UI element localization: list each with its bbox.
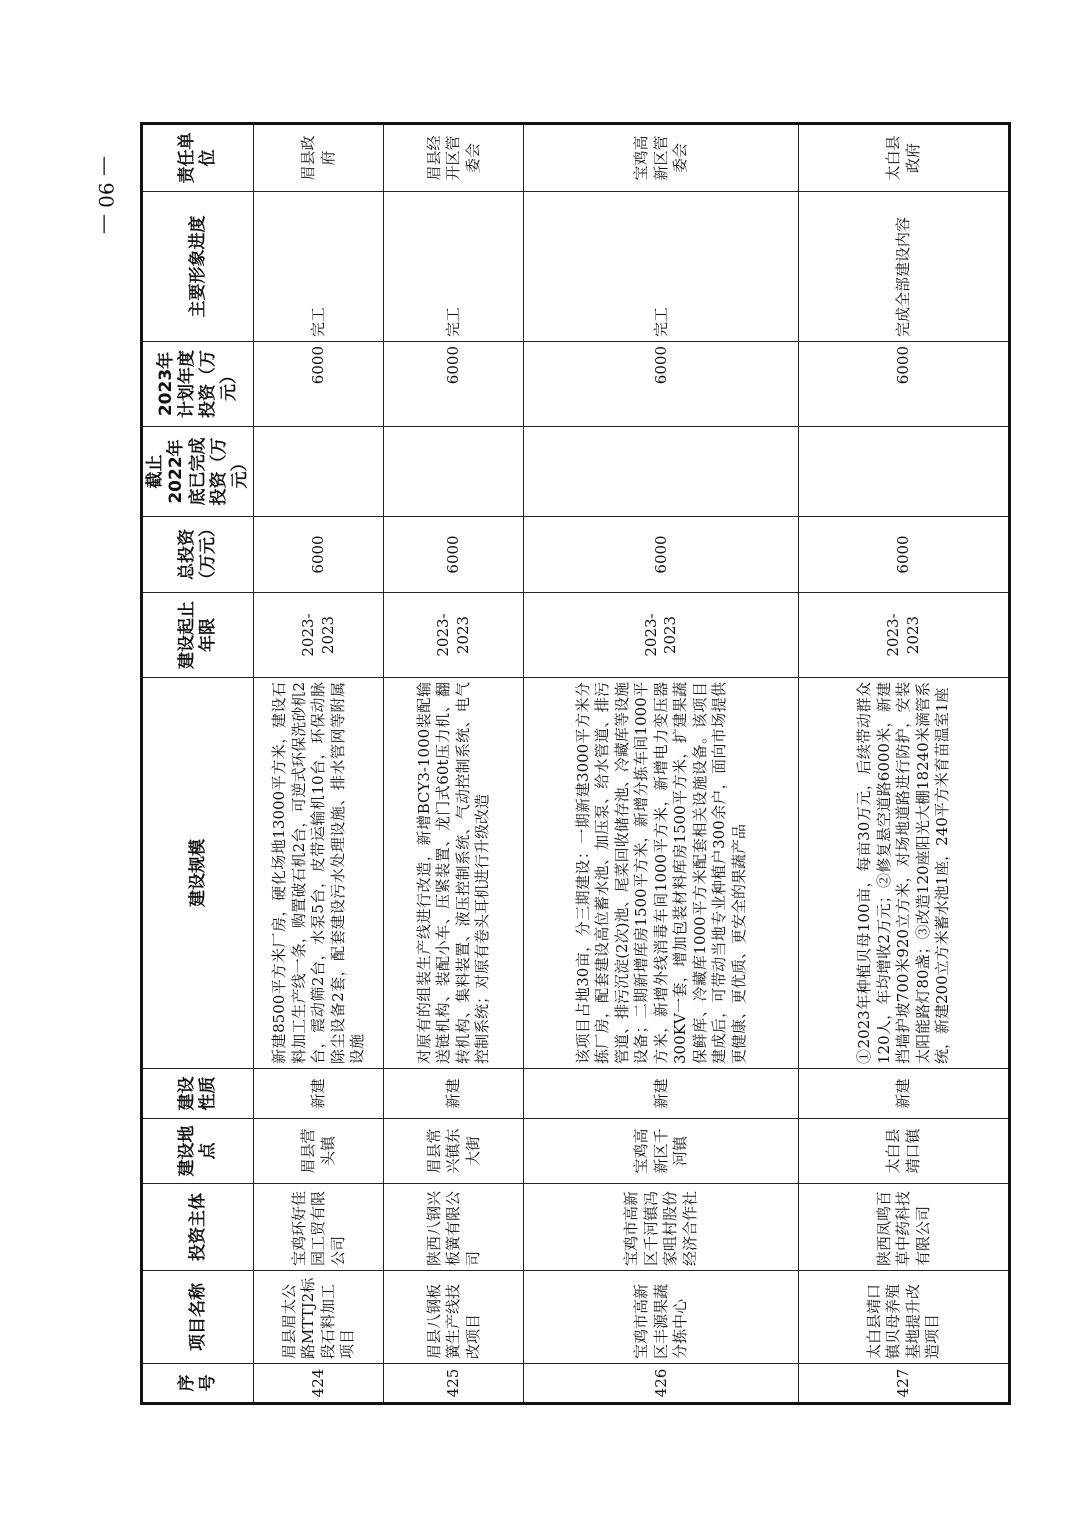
rotated-page bbox=[140, 125, 951, 1405]
cell-scale: ①2023年种植贝母100亩，每亩30万元，后续带动群众120人，年均增收2万元；②修复悬空道路6000米，新建挡墙护坡700米920立方米，对场地道路进行防护，安装太阳能路灯80盏；③改造120座阳光大棚18240米滴管系统，新建200立方米蓄水池1座，240平方米育苗温室1座 bbox=[799, 678, 1010, 1069]
cell-progress: 完工 bbox=[384, 192, 524, 342]
cell-location: 宝鸡高新区千河镇 bbox=[524, 1119, 799, 1184]
table-row bbox=[254, 124, 384, 1404]
cell-name: 眉县八钢板簧生产线技改项目 bbox=[384, 1271, 524, 1364]
cell-plan2023: 6000 bbox=[524, 342, 799, 427]
cell-location: 眉县常兴镇东大街 bbox=[384, 1119, 524, 1184]
header-done2022: 截止2022年底已完成投资（万元） bbox=[142, 427, 254, 517]
cell-period: 2023-2023 bbox=[384, 593, 524, 678]
cell-period: 2023-2023 bbox=[799, 593, 1010, 678]
table-row bbox=[799, 124, 1010, 1404]
cell-seq: 426 bbox=[524, 1364, 799, 1404]
cell-investor: 陕西八钢兴板簧有限公司 bbox=[384, 1184, 524, 1271]
header-scale: 建设规模 bbox=[142, 678, 254, 1069]
cell-nature: 新建 bbox=[524, 1069, 799, 1119]
header-total: 总投资（万元） bbox=[142, 517, 254, 593]
cell-progress: 完工 bbox=[524, 192, 799, 342]
cell-unit: 眉县政府 bbox=[254, 124, 384, 192]
cell-name: 太白县靖口镇贝母养殖基地提升改造项目 bbox=[799, 1271, 1010, 1364]
cell-name: 眉县眉太公路MTTJ2标段石料加工项目 bbox=[254, 1271, 384, 1364]
header-unit: 责任单位 bbox=[142, 124, 254, 192]
cell-plan2023: 6000 bbox=[254, 342, 384, 427]
cell-seq: 427 bbox=[799, 1364, 1010, 1404]
header-location: 建设地点 bbox=[142, 1119, 254, 1184]
header-plan2023: 2023年计划年度投资（万元） bbox=[142, 342, 254, 427]
cell-seq: 424 bbox=[254, 1364, 384, 1404]
cell-done2022 bbox=[384, 427, 524, 517]
table-row bbox=[384, 124, 524, 1404]
cell-scale: 对原有的组装生产线进行改造，新增BCY3-1000装配输送链机构、装配小车、压紧装置、龙门式60t压力机、翻转机构、集料装置、液压控制系统、气动控制系统、电气控制系统；对原有卷头耳机进行升级改造 bbox=[384, 678, 524, 1069]
cell-done2022 bbox=[799, 427, 1010, 517]
cell-investor: 宝鸡市高新区千河镇冯家咀村股份经济合作社 bbox=[524, 1184, 799, 1271]
cell-unit: 宝鸡高新区管委会 bbox=[524, 124, 799, 192]
cell-period: 2023-2023 bbox=[254, 593, 384, 678]
project-table bbox=[140, 122, 1011, 1405]
cell-scale: 该项目占地30亩，分三期建设：一期新建3000平方米分拣厂房，配套建设高位蓄水池、加压泵、给水管道、排污管道、排污沉淀(2次)池、尾菜回收储存池、冷藏库等设施设备；二期新增库房1500平方米，新增分拣车间1000平方米，新增外线消毒车间1000平方米，新增电力变压器300KV一套，增加包装材料库房1500平方米，扩建果蔬保鲜库、冷藏库1000平方米配套相关设施设备。该项目建成后，可带动当地专业种植户300余户，面向市场提供更健康、更优质、更安全的果蔬产品 bbox=[524, 678, 799, 1069]
header-name: 项目名称 bbox=[142, 1271, 254, 1364]
cell-total: 6000 bbox=[799, 517, 1010, 593]
cell-scale: 新建8500平方米厂房，硬化场地13000平方米，建设石料加工生产线一条，购置破石机2台，可逆式环保洗砂机2台，震动筛2台，水泵5台，皮带运输机10台，环保动脉除尘设备2套，配套建设污水处理设施、排水管网等附属设施 bbox=[254, 678, 384, 1069]
cell-nature: 新建 bbox=[799, 1069, 1010, 1119]
header-seq: 序号 bbox=[142, 1364, 254, 1404]
cell-total: 6000 bbox=[384, 517, 524, 593]
cell-seq: 425 bbox=[384, 1364, 524, 1404]
page-number: — 90 — bbox=[94, 155, 118, 235]
cell-investor: 陕西凤鸣百草中药科技有限公司 bbox=[799, 1184, 1010, 1271]
cell-total: 6000 bbox=[524, 517, 799, 593]
header-investor: 投资主体 bbox=[142, 1184, 254, 1271]
header-row bbox=[142, 124, 254, 1404]
cell-plan2023: 6000 bbox=[799, 342, 1010, 427]
header-nature: 建设性质 bbox=[142, 1069, 254, 1119]
cell-investor: 宝鸡环好佳园工贸有限公司 bbox=[254, 1184, 384, 1271]
cell-location: 眉县营头镇 bbox=[254, 1119, 384, 1184]
header-progress: 主要形象进度 bbox=[142, 192, 254, 342]
cell-done2022 bbox=[254, 427, 384, 517]
cell-nature: 新建 bbox=[254, 1069, 384, 1119]
cell-period: 2023-2023 bbox=[524, 593, 799, 678]
cell-unit: 太白县政府 bbox=[799, 124, 1010, 192]
cell-total: 6000 bbox=[254, 517, 384, 593]
cell-location: 太白县靖口镇 bbox=[799, 1119, 1010, 1184]
cell-done2022 bbox=[524, 427, 799, 517]
cell-plan2023: 6000 bbox=[384, 342, 524, 427]
table-row bbox=[524, 124, 799, 1404]
header-period: 建设起止年限 bbox=[142, 593, 254, 678]
cell-unit: 眉县经开区管委会 bbox=[384, 124, 524, 192]
cell-name: 宝鸡市高新区丰源果蔬分拣中心 bbox=[524, 1271, 799, 1364]
cell-nature: 新建 bbox=[384, 1069, 524, 1119]
cell-progress: 完成全部建设内容 bbox=[799, 192, 1010, 342]
cell-progress: 完工 bbox=[254, 192, 384, 342]
